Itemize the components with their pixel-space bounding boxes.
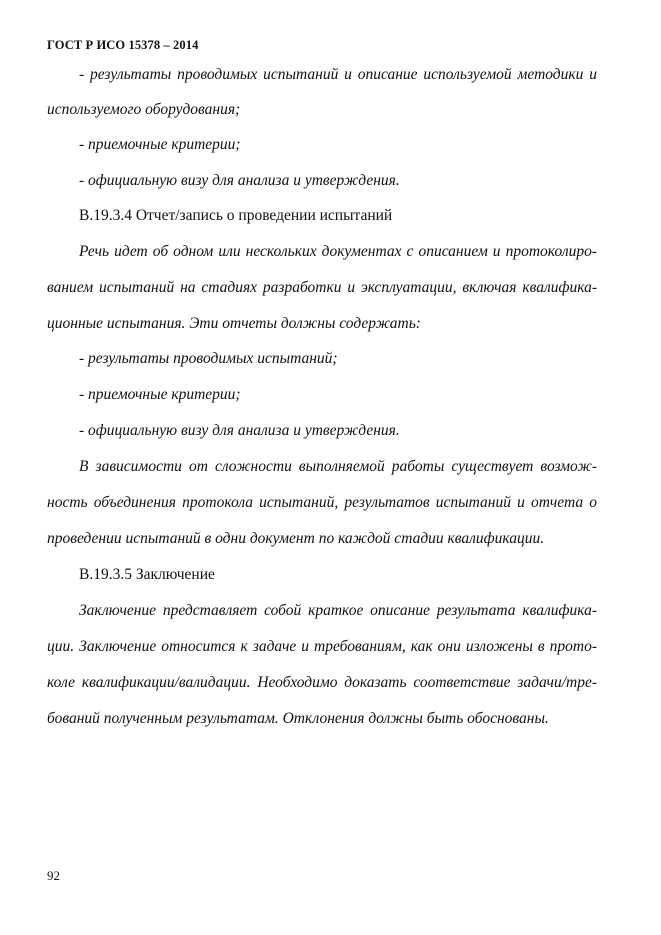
paragraph-line: Речь идет об одном или нескольких документах с описанием и протоколиро- (79, 243, 597, 260)
paragraph-line: ванием испытаний на стадиях разработки и эксплуатации, включая квалифика- (47, 279, 597, 296)
list-item: - результаты проводимых испытаний; (79, 350, 338, 367)
section-heading: В.19.3.4 Отчет/запись о проведении испытаний (79, 207, 393, 224)
page-number: 92 (47, 868, 60, 883)
list-item: - официальную визу для анализа и утверждения. (79, 422, 400, 439)
paragraph-line: ции. Заключение относится к задаче и требованиям, как они изложены в прото- (47, 638, 597, 655)
document-header: ГОСТ Р ИСО 15378 – 2014 (47, 38, 199, 52)
list-item: - результаты проводимых испытаний и описание используемой методики и (79, 66, 597, 83)
paragraph-line: Заключение представляет собой краткое описание результата квалифика- (79, 602, 597, 619)
list-item: - официальную визу для анализа и утверждения. (79, 172, 400, 189)
list-item-continuation: используемого оборудования; (47, 101, 241, 118)
paragraph-line: проведении испытаний в одни документ по каждой стадии квалификации. (47, 530, 545, 547)
list-item: - приемочные критерии; (79, 136, 241, 153)
section-heading: В.19.3.5 Заключение (79, 566, 215, 583)
list-item: - приемочные критерии; (79, 386, 241, 403)
paragraph-line: бований полученным результатам. Отклонения должны быть обоснованы. (47, 710, 549, 727)
paragraph-line: ность объединения протокола испытаний, результатов испытаний и отчета о (47, 494, 597, 511)
paragraph-line: В зависимости от сложности выполняемой работы существует возмож- (79, 458, 597, 475)
paragraph-line: коле квалификации/валидации. Необходимо доказать соответствие задачи/тре- (47, 674, 597, 691)
paragraph-line: ционные испытания. Эти отчеты должны содержать: (47, 315, 421, 332)
